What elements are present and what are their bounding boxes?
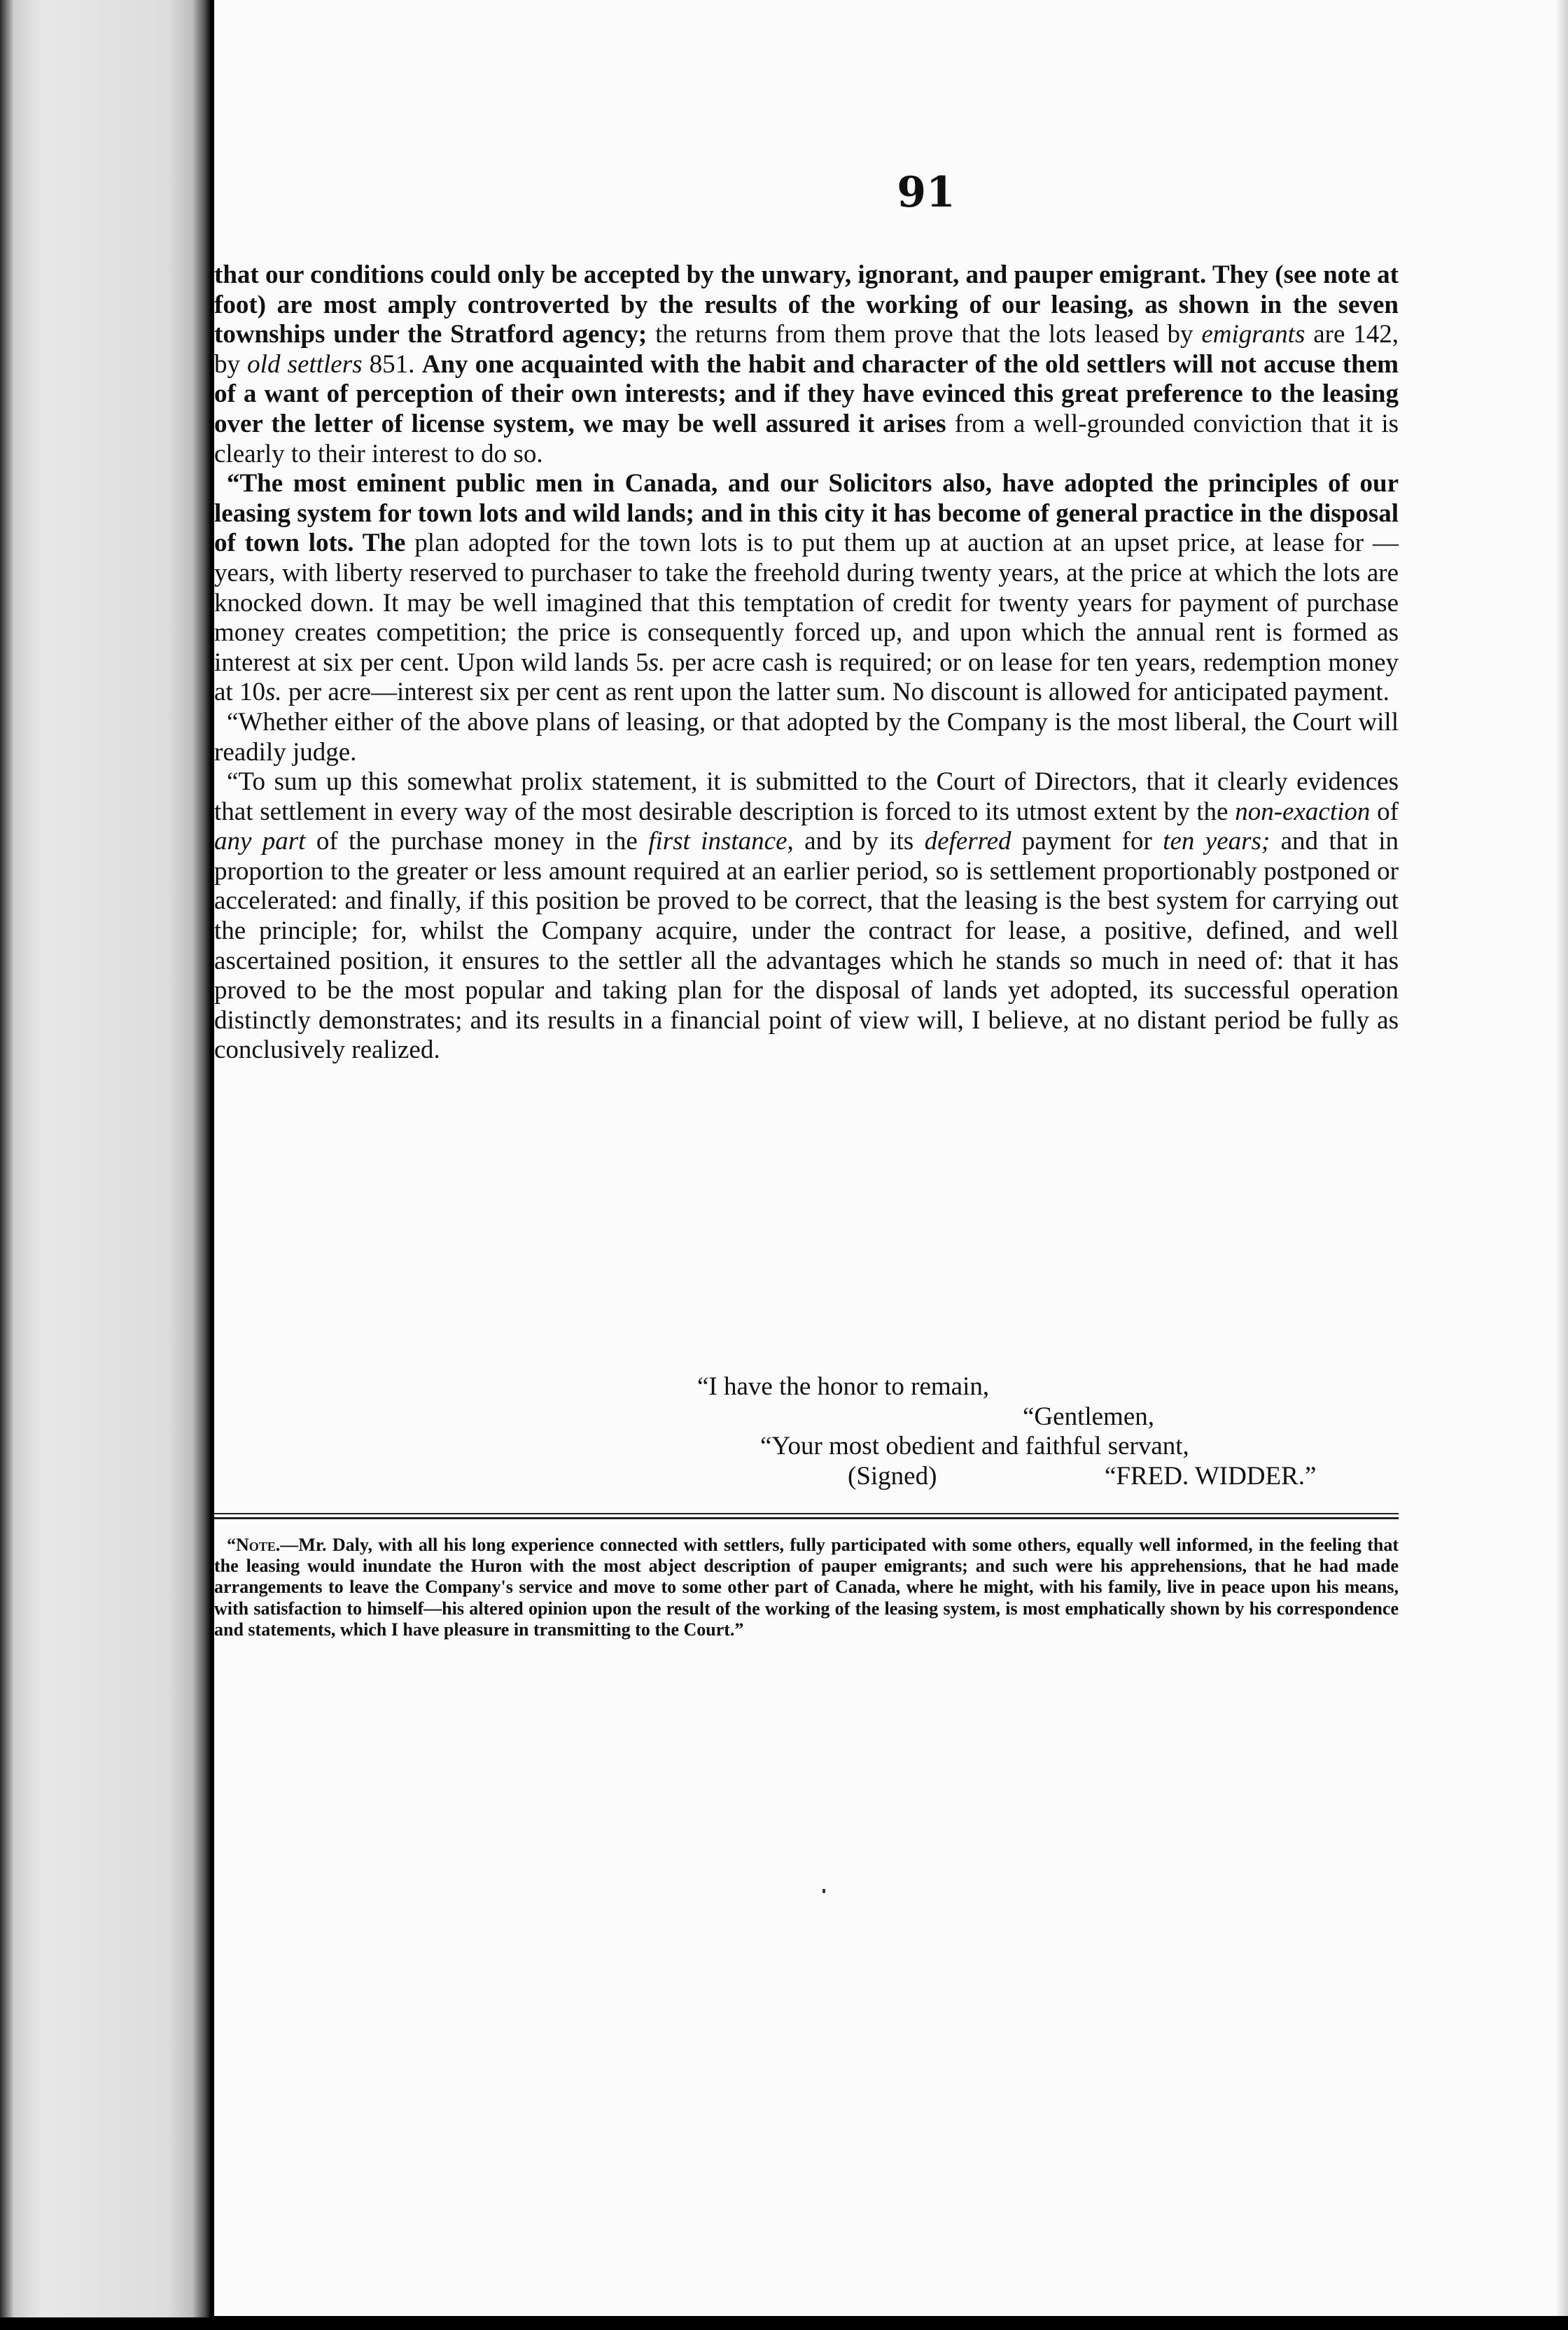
paragraph-4-text: of the purchase money in the xyxy=(305,827,649,856)
signatory-name: “FRED. WIDDER.” xyxy=(1105,1461,1317,1491)
emphasis-emigrants: emigrants xyxy=(1201,320,1306,349)
paragraph-1 xyxy=(214,260,1399,469)
scan-speck xyxy=(822,1889,825,1893)
paragraph-1-bold-part: Any one acquainted with the habit and character of the old settlers will not accuse them of a want of perception of their own interests; and if they have evinced this great preference to the leasing over the letter of license system, we may be well assured it arises xyxy=(214,349,1399,438)
paragraph-4-text: payment for xyxy=(1011,827,1163,856)
paragraph-1-text: the returns from them prove that the lots leased by xyxy=(647,320,1202,349)
paragraph-4-text: , and by its xyxy=(787,827,925,856)
shillings-abbrev: s. xyxy=(265,678,282,707)
emphasis-first-instance: first instance xyxy=(648,827,788,856)
paragraph-4 xyxy=(214,767,1399,1066)
closing-line-3: “Your most obedient and faithful servant, xyxy=(760,1432,1189,1461)
footnote-paragraph xyxy=(214,1535,1399,1640)
page-edge-shadow xyxy=(1555,0,1568,2316)
closing-salutation: “Gentlemen, xyxy=(1023,1402,1154,1431)
footnote-separator-rule xyxy=(214,1513,1399,1520)
paragraph-2-text: plan adopted for the town lots is to put them up at auction at an upset price, at lease for — years, with liberty reserved to purchaser to take the freehold during twenty years, at the price at which the lots are knocked down. It may be well imagined that this temptation of credit for twenty years for payment of purchase money creates competition; the price is consequently forced up, and upon which the annual rent is formed as interest at six per cent. Upon wild lands 5 xyxy=(214,529,1399,677)
closing-line-1: “I have the honor to remain, xyxy=(697,1372,990,1401)
signed-label: (Signed) xyxy=(848,1461,937,1491)
paragraph-1-text: 851. xyxy=(362,349,422,379)
letter-closing xyxy=(214,1372,1399,1491)
letter-body xyxy=(214,260,1399,1066)
paragraph-4-text: of xyxy=(1370,797,1399,826)
shillings-abbrev: s. xyxy=(648,648,666,677)
paragraph-4-text: and that in proportion to the greater or less amount required at an earlier period, so is settlement proportionably postponed or accelerated: and finally, if this position be proved to be correct, that the leasing is the best system for carrying out the principle; for, whilst the Company acquire, under the contract for lease, a positive, defined, and well ascertained position, it ensures to the settler all the advantages which he stands so much in need of: that it has proved to be the most popular and taking plan for the disposal of lands yet adopted, its successful operation distinctly demonstrates; and its results in a financial point of view will, I believe, at no distant period be fully as conclusively realized. xyxy=(214,827,1399,1065)
footnote-label: “Note. xyxy=(227,1535,281,1555)
emphasis-deferred: deferred xyxy=(924,827,1011,856)
paragraph-2 xyxy=(214,469,1399,708)
paragraph-2-text: per acre cash is required; or on lease for ten years, redemption money at 10 xyxy=(214,648,1399,707)
book-gutter xyxy=(0,0,210,2317)
paragraph-1-text: are 142, by xyxy=(214,320,1399,379)
paragraph-4-text: “To sum up this somewhat prolix statement, it is submitted to the Court of Directors, that it clearly evidences that settlement in every way of the most desirable description is forced to its utmost extent by the xyxy=(214,767,1399,826)
emphasis-ten-years: ten years; xyxy=(1163,827,1270,856)
emphasis-old-settlers: old settlers xyxy=(247,349,363,379)
paragraph-2-text: per acre—interest six per cent as rent upon the latter sum. No discount is allowed for anticipated payment. xyxy=(281,678,1390,707)
footnote-text: —Mr. Daly, with all his long experience connected with settlers, fully participated with some others, equally well informed, in the feeling that the leasing would inundate the Huron with the most abject description of pauper emigrants; and such were his apprehensions, that he had made arrangements to leave the Company's service and move to some other part of Canada, where he might, with his family, live in peace upon his means, with satisfaction to himself—his altered opinion upon the result of the working of the leasing system, is most emphatically shown by his correspondence and statements, which I have pleasure in transmitting to the Court.” xyxy=(214,1535,1399,1640)
paragraph-1-bold-part: that our conditions could only be accepted by the unwary, ignorant, and pauper emigrant. They (see note at foot) are most amply controverted by the results of the working of our leasing, as shown in the seven townships under the Stratford agency; xyxy=(214,260,1399,349)
emphasis-any-part: any part xyxy=(214,827,306,856)
footnote xyxy=(214,1535,1399,1640)
emphasis-non-exaction: non-exaction xyxy=(1235,797,1371,826)
paragraph-2-bold-part: “The most eminent public men in Canada, and our Solicitors also, have adopted the principles of our leasing system for town lots and wild lands; and in this city it has become of general practice in the disposal of town lots. The xyxy=(214,469,1399,558)
paragraph-1-text: from a well-grounded conviction that it is clearly to their interest to do so. xyxy=(214,409,1399,468)
paragraph-3: “Whether either of the above plans of leasing, or that adopted by the Company is the most liberal, the Court will readily judge. xyxy=(214,707,1399,767)
page-number: 91 xyxy=(897,168,955,217)
